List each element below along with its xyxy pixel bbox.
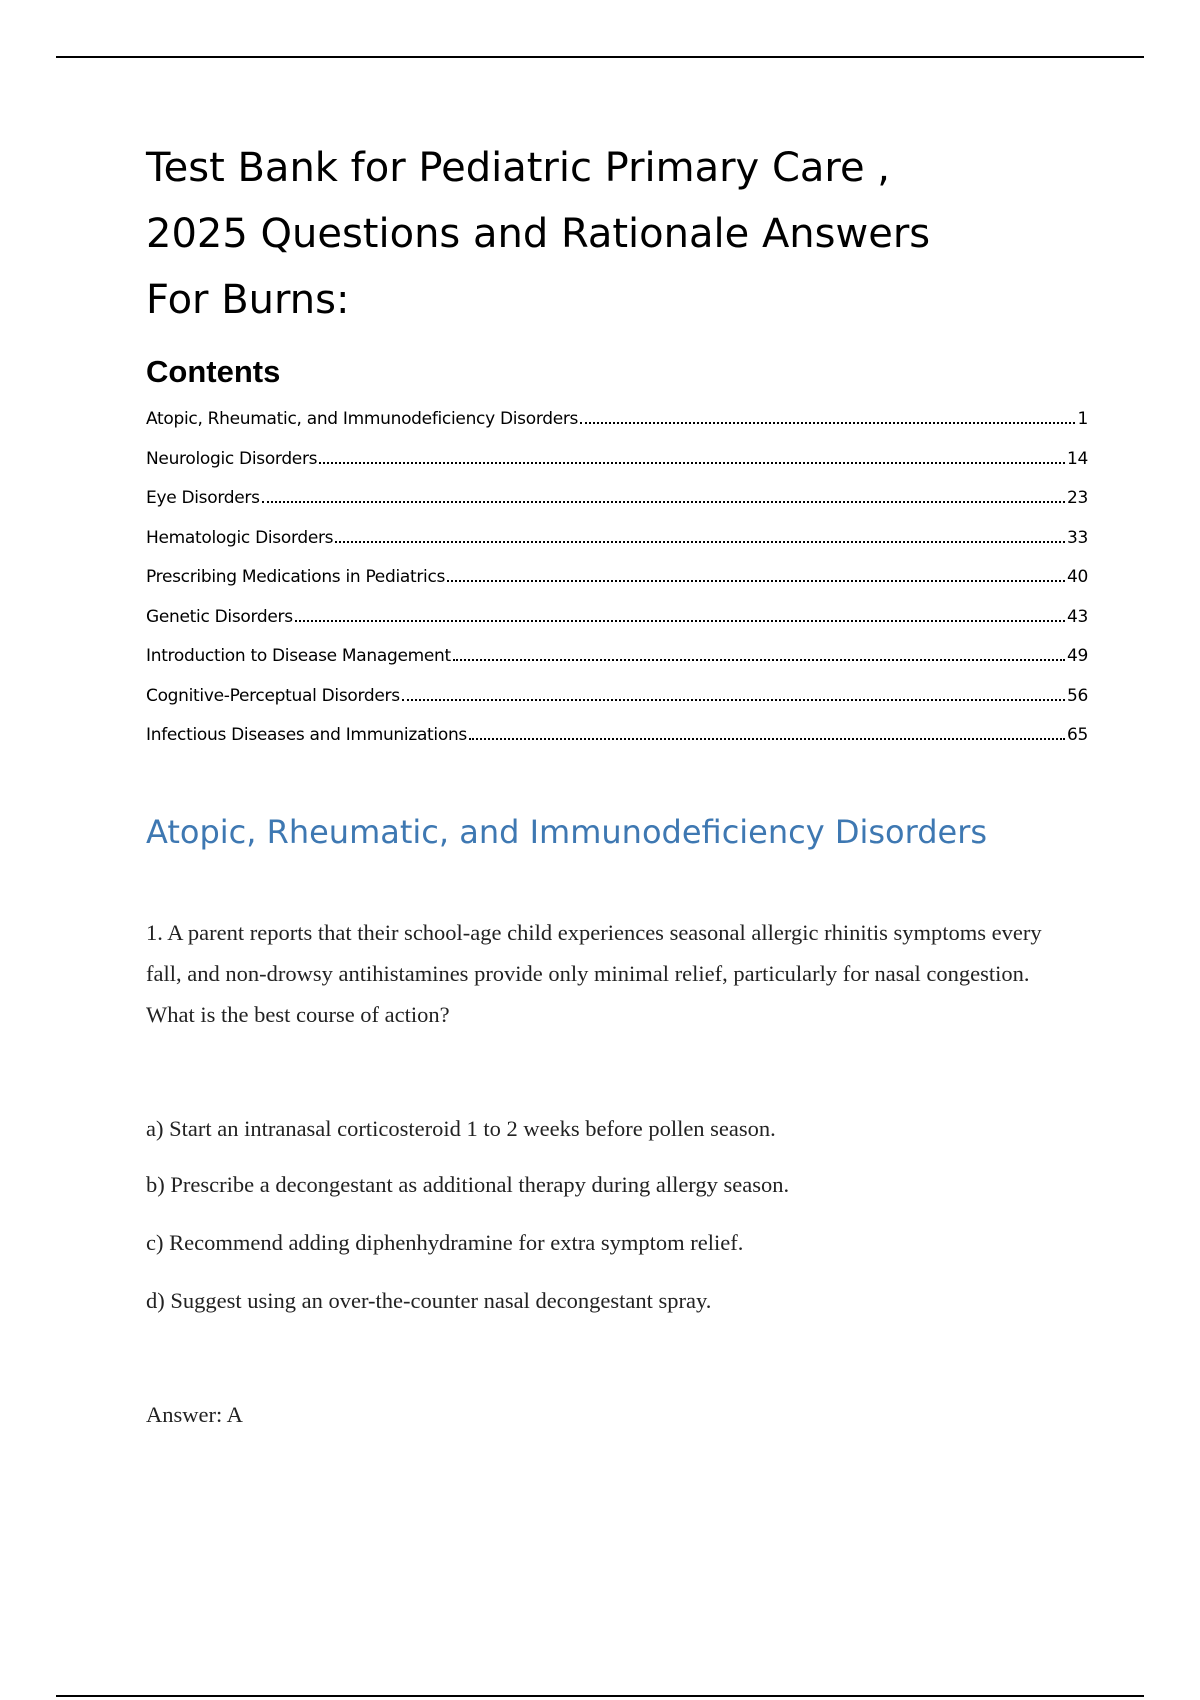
answer-option-a[interactable]: a) Start an intranasal corticosteroid 1 to 2 weeks before pollen season. <box>146 1116 776 1141</box>
toc-entry[interactable] <box>146 407 1088 431</box>
toc-entry[interactable] <box>146 526 1088 550</box>
toc-dot-leader <box>453 659 1065 661</box>
answer-option-d[interactable]: d) Suggest using an over-the-counter nasal decongestant spray. <box>146 1288 712 1313</box>
toc-entry-label: Neurologic Disorders <box>146 449 318 469</box>
toc-entry-page: 49 <box>1066 646 1088 666</box>
contents-heading: Contents <box>146 354 281 389</box>
toc-entry[interactable] <box>146 565 1088 589</box>
toc-entry-page: 1 <box>1077 409 1088 429</box>
toc-dot-leader <box>469 738 1065 740</box>
toc-dot-leader <box>335 541 1065 543</box>
answer-option-b[interactable]: b) Prescribe a decongestant as additional therapy during allergy season. <box>146 1172 790 1197</box>
toc-entry-page: 43 <box>1066 607 1088 627</box>
toc-entry-page: 65 <box>1066 725 1088 745</box>
header-rule <box>56 56 1144 58</box>
toc-entry-label: Atopic, Rheumatic, and Immunodeficiency Disorders <box>146 409 579 429</box>
toc-dot-leader <box>580 422 1075 424</box>
toc-entry[interactable] <box>146 723 1088 747</box>
toc-entry[interactable] <box>146 644 1088 668</box>
answer-key: Answer: A <box>146 1402 243 1427</box>
toc-dot-leader <box>295 620 1065 622</box>
toc-entry[interactable] <box>146 447 1088 471</box>
footer-rule <box>56 1695 1144 1697</box>
toc-entry-page: 56 <box>1066 686 1088 706</box>
toc-entry-label: Hematologic Disorders <box>146 528 334 548</box>
toc-entry-label: Introduction to Disease Management <box>146 646 451 666</box>
toc-entry-page: 23 <box>1066 488 1088 508</box>
toc-entry-label: Genetic Disorders <box>146 607 293 627</box>
toc-entry-page: 14 <box>1066 449 1088 469</box>
toc-dot-leader <box>447 580 1065 582</box>
toc-dot-leader <box>262 501 1065 503</box>
toc-entry-page: 33 <box>1066 528 1088 548</box>
question-text: 1. A parent reports that their school-age child experiences seasonal allergic rhinitis symptoms every fall, and non-drowsy antihistamines provide only minimal relief, particularly for nasal congestion. What is the best course of action? <box>146 920 1042 1027</box>
toc-entry-label: Cognitive-Perceptual Disorders <box>146 686 400 706</box>
toc-dot-leader <box>402 699 1065 701</box>
toc-entry-label: Infectious Diseases and Immunizations <box>146 725 467 745</box>
toc-dot-leader <box>319 462 1065 464</box>
document-title-line-2: 2025 Questions and Rationale Answers <box>146 211 931 257</box>
document-title-line-1: Test Bank for Pediatric Primary Care , <box>146 145 890 191</box>
toc-entry-label: Prescribing Medications in Pediatrics <box>146 567 446 587</box>
answer-option-c[interactable]: c) Recommend adding diphenhydramine for extra symptom relief. <box>146 1230 744 1255</box>
section-heading: Atopic, Rheumatic, and Immunodeficiency Disorders <box>146 813 988 851</box>
toc-entry[interactable] <box>146 684 1088 708</box>
toc-entry-page: 40 <box>1066 567 1088 587</box>
toc-entry[interactable] <box>146 486 1088 510</box>
toc-entry-label: Eye Disorders <box>146 488 260 508</box>
toc-entry[interactable] <box>146 605 1088 629</box>
document-title-line-3: For Burns: <box>146 277 350 323</box>
